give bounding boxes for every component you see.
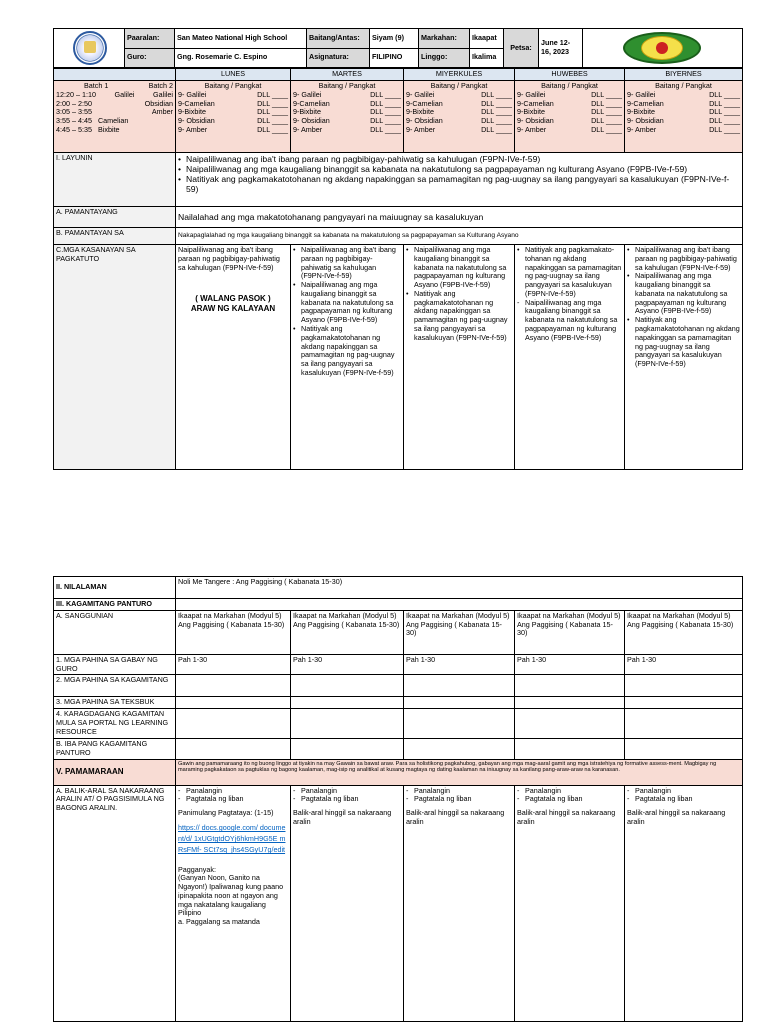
sections-biyernes xyxy=(625,81,743,153)
empty-cell xyxy=(625,709,743,739)
empty-cell xyxy=(176,675,291,697)
empty-cell xyxy=(291,675,404,697)
section-name: 9- Amber xyxy=(178,124,208,134)
nilalaman-label: II. NILALAMAN xyxy=(54,577,176,599)
dll-blank: DLL ____ xyxy=(591,116,622,126)
kasanayan-biyernes xyxy=(625,245,743,470)
dll-blank: DLL ____ xyxy=(257,124,288,134)
panalangin: - Panalangin xyxy=(517,787,622,796)
day-header-lunes: LUNES xyxy=(176,69,291,81)
section-name: 9- Amber xyxy=(517,124,547,134)
dll-blank: DLL ____ xyxy=(591,89,622,99)
pamamaraan-text: Gawin ang pamamaraang ito ng buong linggo at tiyakin na may Gawain sa bawat araw. Para sa holistikong pagkahubog, gabayan ang mga mag-aaral gamit ang mga istratehiya ng formative assess-ment. Magbigay ng maraming pagkakataon sa pagtuklas ng bagong kaalaman, mag-isip ng analitikal at kusang magtaya ng dating kaalaman na iniuugnay sa kanilang pang-araw-araw na karanasan. xyxy=(176,759,743,785)
kasanayan-item: • Natitiyak ang pagkamakatotohanan ng akdang napakinggan sa pamamagitan ng pag-uugnay sa ilang pangyayari sa kasalukuyan (F9PN-IVe-f-59) xyxy=(627,316,740,369)
dll-blank: DLL ____ xyxy=(481,116,512,126)
karagdagang-label: 4. KARAGDAGANG KAGAMITAN MULA SA PORTAL NG LEARNING RESOURCE xyxy=(54,709,176,739)
pagtatala: - Pagtatala ng liban xyxy=(627,795,740,804)
kasanayan-item: • Naipaliliwanag ang iba't ibang paraan ng pagbibigay-pahiwatig sa kahulugan (F9PN-IVe-f-59) xyxy=(627,246,740,272)
guro-value: Gng. Rosemarie C. Espino xyxy=(175,48,307,68)
balik-aral-biyernes xyxy=(625,785,743,1021)
second-table xyxy=(53,576,743,1022)
markahan-value: Ikaapat xyxy=(470,29,504,49)
dll-blank: DLL ____ xyxy=(481,89,512,99)
panalangin: - Panalangin xyxy=(293,787,401,796)
dll-blank: DLL ____ xyxy=(591,98,622,108)
walang-pasok-note: ( WALANG PASOK ) xyxy=(195,294,271,304)
kasanayan-item: • Natitiyak ang pagkamakato-tohanan ng akdang napakinggan sa pamamagitan ng pag-uugnay sa ilang pangyayari sa kasalukuyan (F9PN-IVe-f-59) xyxy=(517,246,622,299)
kasanayan-item: • Naipaliliwanag ang iba't ibang paraan ng pagbibigay-pahiwatig sa kahulugan (F9PN-IVe-f-59) xyxy=(293,246,401,281)
markahan-label: Markahan: xyxy=(419,29,470,49)
empty-cell xyxy=(515,697,625,709)
dll-blank: DLL ____ xyxy=(709,124,740,134)
linggo-label: Linggo: xyxy=(419,48,470,68)
kasanayan-item: • Naipaliliwanag ang mga kaugaliang binanggit sa kabanata na nakatutulong sa pagpapayaman ng kulturang Asyano (F9PB-IVe-f-59) xyxy=(406,246,512,290)
empty-cell xyxy=(515,739,625,760)
day-header-miyerkules: MIYERKULES xyxy=(404,69,515,81)
empty-cell xyxy=(404,675,515,697)
section-name: 9- Amber xyxy=(406,124,436,134)
day-header-huwebes: HUWEBES xyxy=(515,69,625,81)
dll-blank: DLL ____ xyxy=(370,124,401,134)
batch-time: 3:55 – 4:45 xyxy=(56,116,92,126)
batch-b2: Galilei xyxy=(153,89,173,99)
pagtatala: - Pagtatala ng liban xyxy=(517,795,622,804)
sections-martes xyxy=(291,81,404,153)
batch-b2: Obsidian xyxy=(144,98,173,108)
dll-blank: DLL ____ xyxy=(481,107,512,117)
sanggunian-martes: Ikaapat na Markahan (Modyul 5) Ang Paggising ( Kabanata 15-30) xyxy=(291,610,404,654)
section-row xyxy=(178,126,288,135)
asignatura-label: Asignatura: xyxy=(307,48,370,68)
baitang-label: Baitang/Antas: xyxy=(307,29,370,49)
section-name: 9- Galilei xyxy=(517,89,546,99)
section-name: 9-Camelian xyxy=(627,98,664,108)
dll-blank: DLL ____ xyxy=(481,124,512,134)
pamantayang-text: Nailalahad ang mga makatotohanang pangyayari na maiuugnay sa kasalukuyan xyxy=(176,207,743,228)
kasanayan-item: • Natitiyak ang pagkamakatotohanan ng akdang napakinggan sa pamamagitan ng pag-uugnay sa ilang pangyayari sa kasalukuyan (F9PN-IVe-f-59) xyxy=(406,290,512,343)
balik-aral-lunes xyxy=(176,785,291,1021)
section-name: 9-Camelian xyxy=(406,98,443,108)
gabay-miyerkules: Pah 1-30 xyxy=(404,654,515,675)
kasanayan-huwebes xyxy=(515,245,625,470)
empty-cell xyxy=(176,739,291,760)
kagamitang-blank xyxy=(176,599,743,611)
paaralan-label: Paaralan: xyxy=(125,29,175,49)
section-name: 9- Galilei xyxy=(293,89,322,99)
gabay-biyernes: Pah 1-30 xyxy=(625,654,743,675)
dll-blank: DLL ____ xyxy=(370,107,401,117)
section-row xyxy=(627,126,740,135)
section-name: 9- Obsidian xyxy=(517,116,554,126)
gabay-huwebes: Pah 1-30 xyxy=(515,654,625,675)
kasanayan-martes xyxy=(291,245,404,470)
day-header-martes: MARTES xyxy=(291,69,404,81)
balik-aral-huwebes xyxy=(515,785,625,1021)
section-row xyxy=(406,126,512,135)
gabay-lunes: Pah 1-30 xyxy=(176,654,291,675)
section-name: 9- Amber xyxy=(293,124,323,134)
sanggunian-miyerkules: Ikaapat na Markahan (Modyul 5) Ang Paggising ( Kabanata 15-30) xyxy=(404,610,515,654)
section-name: 9- Galilei xyxy=(178,89,207,99)
deped-seal-cell xyxy=(54,29,125,68)
araw-ng-kalayaan-note: ARAW NG KALAYAAN xyxy=(190,304,276,314)
batch-time: 4:45 – 5:35 xyxy=(56,124,92,134)
batch-b2: Amber xyxy=(151,107,173,117)
dll-blank: DLL ____ xyxy=(709,116,740,126)
kasanayan-label: C.MGA KASANAYAN SA PAGKATUTO xyxy=(54,245,176,470)
pagtatala: - Pagtatala ng liban xyxy=(293,795,401,804)
deped-seal-icon xyxy=(58,29,120,67)
sections-miyerkules xyxy=(404,81,515,153)
batch-time: 2:00 – 2:50 xyxy=(56,98,92,108)
sanggunian-label: A. SANGGUNIAN xyxy=(54,610,176,654)
sanggunian-huwebes: Ikaapat na Markahan (Modyul 5) Ang Paggising ( Kabanata 15-30) xyxy=(515,610,625,654)
petsa-value: June 12-16, 2023 xyxy=(539,29,583,68)
layunin-item: • Natitiyak ang pagkamakatotohanan ng akdang napakinggan sa pamamagitan ng pag-uugnay sa ilang pangyayari sa kasalukuyan (F9PN-IVe-f-59) xyxy=(178,174,740,194)
baitang-pangkat-header: Baitang / Pangkat xyxy=(655,81,712,90)
nilalaman-text: Noli Me Tangere : Ang Paggising ( Kabanata 15-30) xyxy=(176,577,743,599)
pagtatala: - Pagtatala ng liban xyxy=(178,795,288,804)
petsa-label: Petsa: xyxy=(504,29,539,68)
section-name: 9-Camelian xyxy=(293,98,330,108)
pagtataya-link[interactable]: https:// docs.google.com/ document/d/ 1xUGtgtdOYj6hkmH9G5E mRsFMf- SCt7sq_jhs4SGyU7g/edit xyxy=(178,823,286,855)
section-name: 9-Camelian xyxy=(517,98,554,108)
balik-aral-text: Balik-aral hinggil sa nakaraang aralin xyxy=(406,808,505,827)
dll-blank: DLL ____ xyxy=(709,107,740,117)
kasanayan-item: • Naipaliliwanag ang mga kaugaliang binanggit sa kabanata na nakatutulong sa pagpapayaman ng kulturang Asyano (F9PB-IVe-f-59) xyxy=(293,281,401,325)
empty-cell xyxy=(176,709,291,739)
dll-blank: DLL ____ xyxy=(257,89,288,99)
main-table xyxy=(53,68,743,470)
batch-time: 12:20 – 1:10 xyxy=(56,89,96,99)
pamantayang-label: A. PAMANTAYANG xyxy=(54,207,176,228)
batch-b1: Bixbite xyxy=(97,124,120,134)
sections-lunes xyxy=(176,81,291,153)
school-logo-icon xyxy=(619,31,707,65)
sanggunian-biyernes: Ikaapat na Markahan (Modyul 5) Ang Paggising ( Kabanata 15-30) xyxy=(625,610,743,654)
guro-label: Guro: xyxy=(125,48,175,68)
kagamitang-pahina-label: 2. MGA PAHINA SA KAGAMITANG xyxy=(54,675,176,697)
kasanayan-lunes xyxy=(176,245,291,470)
gabay-label: 1. MGA PAHINA SA GABAY NG GURO xyxy=(54,654,176,675)
section-name: 9-Bixbite xyxy=(406,107,434,117)
section-name: 9- Galilei xyxy=(627,89,656,99)
section-row xyxy=(517,126,622,135)
empty-cell xyxy=(625,697,743,709)
batch1-label: Batch 1 xyxy=(84,81,109,90)
section-name: 9- Obsidian xyxy=(406,116,443,126)
section-row xyxy=(293,126,401,135)
pamantayan-sa-text: Nakapaglalahad ng mga kaugaliang binanggit sa kabanata na makatutulong sa pagpapayaman sa Kulturang Asyano xyxy=(176,228,743,245)
dll-blank: DLL ____ xyxy=(257,107,288,117)
section-name: 9- Obsidian xyxy=(627,116,664,126)
dll-blank: DLL ____ xyxy=(370,116,401,126)
empty-cell xyxy=(291,697,404,709)
panalangin: - Panalangin xyxy=(627,787,740,796)
section-name: 9- Obsidian xyxy=(293,116,330,126)
layunin-item: • Naipaliliwanag ang mga kaugaliang binanggit sa kabanata na nakatutulong sa pagpapayaman ng kulturang Asyano (F9PB-IVe-f-59) xyxy=(178,164,740,174)
empty-cell xyxy=(291,739,404,760)
empty-cell xyxy=(515,709,625,739)
section-name: 9- Amber xyxy=(627,124,657,134)
empty-cell xyxy=(404,709,515,739)
gabay-martes: Pah 1-30 xyxy=(291,654,404,675)
pagganyak-text: (Ganyan Noon, Ganito na Ngayon!) Ipaliwanag kung paano ipinapakita noon at ngayon ang mga nakatalang kaugaliang Pilipino xyxy=(178,873,284,918)
empty-cell xyxy=(515,675,625,697)
dll-blank: DLL ____ xyxy=(481,98,512,108)
balik-aral-miyerkules xyxy=(404,785,515,1021)
panalangin: - Panalangin xyxy=(178,787,288,796)
section-name: 9-Bixbite xyxy=(627,107,655,117)
dll-blank: DLL ____ xyxy=(591,107,622,117)
school-logo-cell xyxy=(583,29,743,68)
baitang-pangkat-header: Baitang / Pangkat xyxy=(318,81,376,90)
baitang-value: Siyam (9) xyxy=(370,29,419,49)
dll-blank: DLL ____ xyxy=(591,124,622,134)
dll-blank: DLL ____ xyxy=(257,116,288,126)
kasanayan-item: • Natitiyak ang pagkamakatotohanan ng akdang napakinggan sa pamamagitan ng pag-uugnay sa ilang pangyayari sa kasalukuyan (F9PN-IVe-f-59) xyxy=(293,325,401,378)
teksbuk-label: 3. MGA PAHINA SA TEKSBUK xyxy=(54,697,176,709)
empty-cell xyxy=(625,675,743,697)
dll-blank: DLL ____ xyxy=(370,98,401,108)
pagganyak-item: a. Paggalang sa matanda xyxy=(178,917,260,927)
section-name: 9-Bixbite xyxy=(517,107,545,117)
balik-aral-text: Balik-aral hinggil sa nakaraang aralin xyxy=(627,808,726,827)
kasanayan-lunes-text: Naipaliliwanag ang iba't ibang paraan ng pagbibigay-pahiwatig sa kahulugan (F9PN-IVe-f-59) xyxy=(178,245,280,272)
layunin-label: I. LAYUNIN xyxy=(54,153,176,207)
balik-aral-text: Balik-aral hinggil sa nakaraang aralin xyxy=(517,808,616,827)
batch-b1: Galilei xyxy=(114,89,135,99)
balik-aral-label: A. BALIK-ARAL SA NAKARAANG ARALIN AT/ O PAGSISIMULA NG BAGONG ARALIN. xyxy=(54,785,176,1021)
empty-cell xyxy=(404,739,515,760)
header-table xyxy=(53,28,743,68)
balik-aral-text: Balik-aral hinggil sa nakaraang aralin xyxy=(293,808,392,827)
panalangin: - Panalangin xyxy=(406,787,512,796)
baitang-pangkat-header: Baitang / Pangkat xyxy=(541,81,598,90)
section-name: 9- Galilei xyxy=(406,89,435,99)
sections-huwebes xyxy=(515,81,625,153)
day-header-blank xyxy=(54,69,176,81)
section-name: 9-Camelian xyxy=(178,98,215,108)
section-name: 9-Bixbite xyxy=(293,107,321,117)
kagamitang-label: III. KAGAMITANG PANTURO xyxy=(54,599,176,611)
section-name: 9- Obsidian xyxy=(178,116,215,126)
batch-schedule-cell xyxy=(54,81,176,153)
section-name: 9-Bixbite xyxy=(178,107,206,117)
baitang-pangkat-header: Baitang / Pangkat xyxy=(204,81,262,90)
dll-blank: DLL ____ xyxy=(257,98,288,108)
dll-blank: DLL ____ xyxy=(370,89,401,99)
pagtatala: - Pagtatala ng liban xyxy=(406,795,512,804)
empty-cell xyxy=(176,697,291,709)
paaralan-value: San Mateo National High School xyxy=(175,29,307,49)
batch-b1: Camelian xyxy=(97,116,129,126)
kasanayan-miyerkules xyxy=(404,245,515,470)
batch-time: 3:05 – 3:55 xyxy=(56,107,92,117)
iba-pang-label: B. IBA PANG KAGAMITANG PANTURO xyxy=(54,739,176,760)
empty-cell xyxy=(404,697,515,709)
batch2-label: Batch 2 xyxy=(148,81,173,90)
empty-cell xyxy=(291,709,404,739)
dll-blank: DLL ____ xyxy=(709,89,740,99)
pagganyak-label: Pagganyak: xyxy=(178,864,216,874)
balik-aral-martes xyxy=(291,785,404,1021)
layunin-item: • Naipaliliwanag ang iba't ibang paraan ng pagbibigay-pahiwatig sa kahulugan (F9PN-IVe-f-59) xyxy=(178,154,740,164)
linggo-value: Ikalima xyxy=(470,48,504,68)
lesson-plan-page-1 xyxy=(53,28,742,470)
dll-blank: DLL ____ xyxy=(709,98,740,108)
kasanayan-item: - Naipaliliwanag ang mga kaugaliang binanggit sa kabanata na nakatutulong sa pagpapayaman ng kulturang Asyano (F9PB-IVe-f-59) xyxy=(517,299,622,343)
empty-cell xyxy=(625,739,743,760)
asignatura-value: FILIPINO xyxy=(370,48,419,68)
baitang-pangkat-header: Baitang / Pangkat xyxy=(430,81,488,90)
pamantayan-sa-label: B. PAMANTAYAN SA xyxy=(54,228,176,245)
sanggunian-lunes: Ikaapat na Markahan (Modyul 5) Ang Paggising ( Kabanata 15-30) xyxy=(176,610,291,654)
kasanayan-item: • Naipaliliwanag ang mga kaugaliang binanggit sa kabanata na nakatutulong sa pagpapayaman ng kulturang Asyano (F9PB-IVe-f-59) xyxy=(627,272,740,316)
lesson-plan-page-2 xyxy=(53,576,742,1022)
day-header-biyernes: BIYERNES xyxy=(625,69,743,81)
panimulang-pagtataya: Panimulang Pagtataya: (1-15) xyxy=(178,808,274,818)
pamamaraan-label: V. PAMAMARAAN xyxy=(54,759,176,785)
layunin-content xyxy=(176,153,743,207)
